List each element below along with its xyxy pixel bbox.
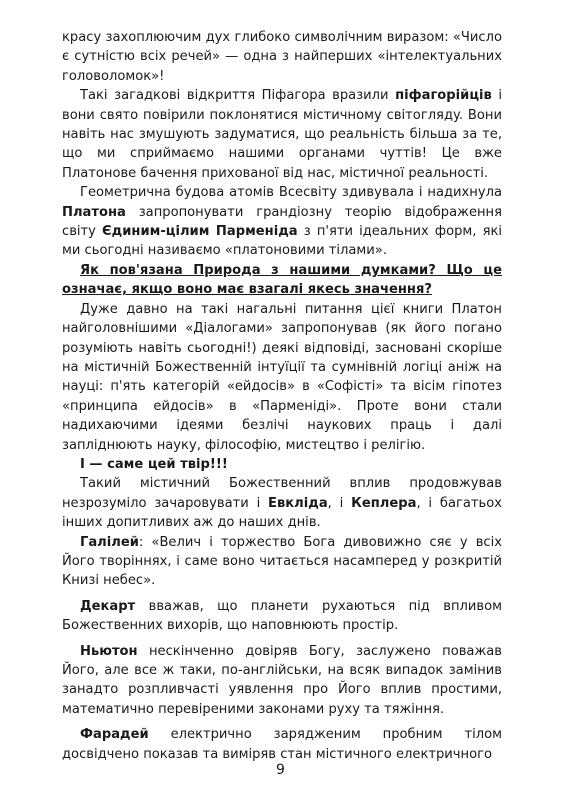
paragraph-9 <box>62 725 502 764</box>
text-run: запропонувати грандіозну теорію відображення світу <box>62 204 502 240</box>
text-run: , і багатьох інших допитливих аж до наших днів. <box>62 495 503 531</box>
paragraph-5 <box>62 474 502 532</box>
bold-term: Кеплера <box>351 495 417 511</box>
bold-term: Фарадей <box>80 727 149 743</box>
paragraph-7 <box>62 597 502 636</box>
section-heading: Як пов'язана Природа з нашими думками? Що це означає, якщо воно має взагалі якесь значення? <box>62 262 502 298</box>
bold-term: Евкліда <box>268 495 328 511</box>
text-run: і вони свято повірили поклонятися містичному світоглядy. Вони навіть нас змушують задуматися, що реальність більша за те, що ми сприймаємо нашими органами чуттів! Це вже Платонове бачення прихованої від нас, містичної реальності. <box>62 88 502 181</box>
text-run: Геометрична будова атомів Всесвіту здивувала і надихнула <box>80 185 502 201</box>
text-run: Такі загадкові відкриття Піфагора вразили <box>80 88 396 104</box>
paragraph-2 <box>62 86 502 183</box>
paragraph-8 <box>62 642 502 720</box>
paragraph-6 <box>62 533 502 591</box>
bold-term: Галілей <box>80 534 139 550</box>
bold-term: Ньютон <box>80 643 138 659</box>
paragraph-1: красу захоплюючим дух глибоко символічним виразом: «Число є сутністю всіх речей» — одна з найперших «інтелектуальних головоломок»! <box>62 30 502 84</box>
text-run: : «Велич і торжество Бога дивовижно сяє у всіх Його творіннях, і саме воно читається насамперед у розкритій Книзі небес». <box>62 534 502 589</box>
bold-term: Декарт <box>80 598 136 614</box>
paragraph-3 <box>62 183 502 261</box>
text-run: , і <box>327 495 352 511</box>
bold-term: Платона <box>62 204 126 220</box>
text-run: нескінченно довіряв Богу, заслужено поважав Його, але все ж таки, по-англійськи, на всяк випадок замінив занадто розпливчасті уявлення про Його вплив простими, математично перевіреними законами руху та тяжіння. <box>62 643 502 717</box>
page-text <box>62 28 502 764</box>
paragraph-4: Дуже давно на такі нагальні питання цієї книги Платон найголовнішими «Діалогами» запропонував (як його погано розуміють навіть сьогодні!) деякі відповіді, засновані скоріше на містичній Божественній інтуїції та сумнівній логіці аніж на науці: п'ять категорій «ейдосів» в «Софісті» та вісім гіпотез «принципа ейдосів» в «Парменіді». Проте вони стали надихаючими ідеями безлічі наукових праць і далі запліднюють науку, філософію, мистецтво і релігію. <box>62 301 502 453</box>
bold-term: Єдиним-цілим Парменіда <box>102 224 298 240</box>
text-run: електрично зарядженим пробним тілом досвідчено показав та виміряв стан містичного електричного <box>62 727 502 762</box>
subheading: І — саме цей твір!!! <box>80 456 228 472</box>
text-run: вважав, що планети рухаються під впливом Божественних вихорів, що наповнюють простір. <box>62 598 502 634</box>
text-run: з п'яти ідеальних форм, які ми сьогодні називаємо «платоновими тілами». <box>62 224 502 259</box>
page-number: 9 <box>276 762 285 778</box>
text-run: Такий містичний Божественний вплив продовжував незрозуміло зачаровувати і <box>62 476 502 511</box>
bold-term: піфагорійців <box>395 88 492 104</box>
